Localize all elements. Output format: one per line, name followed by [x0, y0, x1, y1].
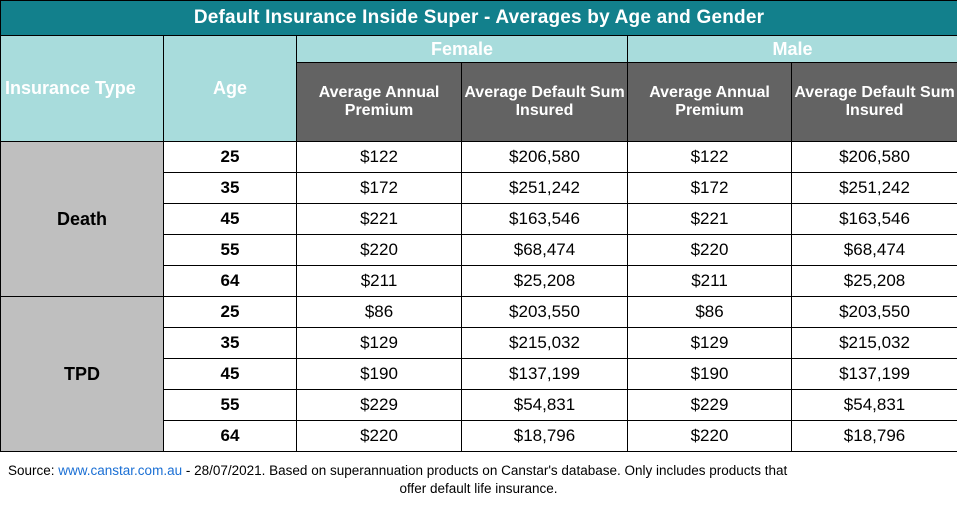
cell-male-sum-insured: $163,546	[792, 204, 957, 235]
cell-female-sum-insured: $203,550	[462, 297, 628, 328]
cell-male-premium: $86	[628, 297, 792, 328]
header-female: Female	[297, 36, 628, 63]
cell-female-sum-insured: $137,199	[462, 359, 628, 390]
cell-male-premium: $190	[628, 359, 792, 390]
cell-age: 35	[164, 328, 297, 359]
cell-age: 45	[164, 204, 297, 235]
cell-female-premium: $220	[297, 421, 462, 452]
cell-male-premium: $221	[628, 204, 792, 235]
source-link[interactable]: www.canstar.com.au	[58, 463, 183, 478]
source-line2: offer default life insurance.	[399, 481, 558, 497]
page-title: Default Insurance Inside Super - Averages by Age and Gender	[1, 1, 957, 36]
group-label-tpd: TPD	[1, 297, 164, 452]
header-male: Male	[628, 36, 957, 63]
cell-age: 35	[164, 173, 297, 204]
cell-female-premium: $129	[297, 328, 462, 359]
cell-male-sum-insured: $203,550	[792, 297, 957, 328]
cell-age: 25	[164, 142, 297, 173]
cell-female-sum-insured: $54,831	[462, 390, 628, 421]
header-male-average-default-sum-insured: Average Default Sum Insured	[792, 63, 957, 142]
cell-male-sum-insured: $68,474	[792, 235, 957, 266]
cell-female-premium: $221	[297, 204, 462, 235]
cell-male-sum-insured: $137,199	[792, 359, 957, 390]
cell-male-premium: $211	[628, 266, 792, 297]
header-row-gender	[1, 36, 957, 63]
cell-female-premium: $86	[297, 297, 462, 328]
cell-female-sum-insured: $206,580	[462, 142, 628, 173]
cell-male-sum-insured: $251,242	[792, 173, 957, 204]
table-row	[1, 297, 957, 328]
cell-male-sum-insured: $206,580	[792, 142, 957, 173]
cell-male-premium: $172	[628, 173, 792, 204]
cell-female-sum-insured: $215,032	[462, 328, 628, 359]
table-row	[1, 142, 957, 173]
cell-female-premium: $229	[297, 390, 462, 421]
cell-female-sum-insured: $251,242	[462, 173, 628, 204]
cell-female-sum-insured: $18,796	[462, 421, 628, 452]
cell-age: 55	[164, 235, 297, 266]
cell-female-premium: $172	[297, 173, 462, 204]
cell-age: 64	[164, 421, 297, 452]
cell-female-sum-insured: $163,546	[462, 204, 628, 235]
source-prefix: Source:	[8, 463, 59, 478]
cell-age: 64	[164, 266, 297, 297]
header-female-average-annual-premium: Average Annual Premium	[297, 63, 462, 142]
cell-female-premium: $211	[297, 266, 462, 297]
cell-male-sum-insured: $215,032	[792, 328, 957, 359]
cell-male-premium: $129	[628, 328, 792, 359]
cell-male-sum-insured: $18,796	[792, 421, 957, 452]
source-note	[0, 452, 957, 502]
cell-age: 55	[164, 390, 297, 421]
cell-male-sum-insured: $25,208	[792, 266, 957, 297]
cell-male-premium: $220	[628, 235, 792, 266]
cell-female-premium: $122	[297, 142, 462, 173]
group-label-death: Death	[1, 142, 164, 297]
cell-male-premium: $220	[628, 421, 792, 452]
header-female-average-default-sum-insured: Average Default Sum Insured	[462, 63, 628, 142]
cell-female-premium: $220	[297, 235, 462, 266]
cell-female-sum-insured: $25,208	[462, 266, 628, 297]
header-male-average-annual-premium: Average Annual Premium	[628, 63, 792, 142]
cell-female-premium: $190	[297, 359, 462, 390]
header-insurance-type: Insurance Type	[1, 36, 164, 142]
cell-male-premium: $122	[628, 142, 792, 173]
table-title-row	[1, 1, 957, 36]
cell-age: 25	[164, 297, 297, 328]
source-line1-rest: - 28/07/2021. Based on superannuation products on Canstar's database. Only includes products that	[182, 463, 788, 478]
header-age: Age	[164, 36, 297, 142]
cell-female-sum-insured: $68,474	[462, 235, 628, 266]
cell-male-sum-insured: $54,831	[792, 390, 957, 421]
cell-age: 45	[164, 359, 297, 390]
cell-male-premium: $229	[628, 390, 792, 421]
